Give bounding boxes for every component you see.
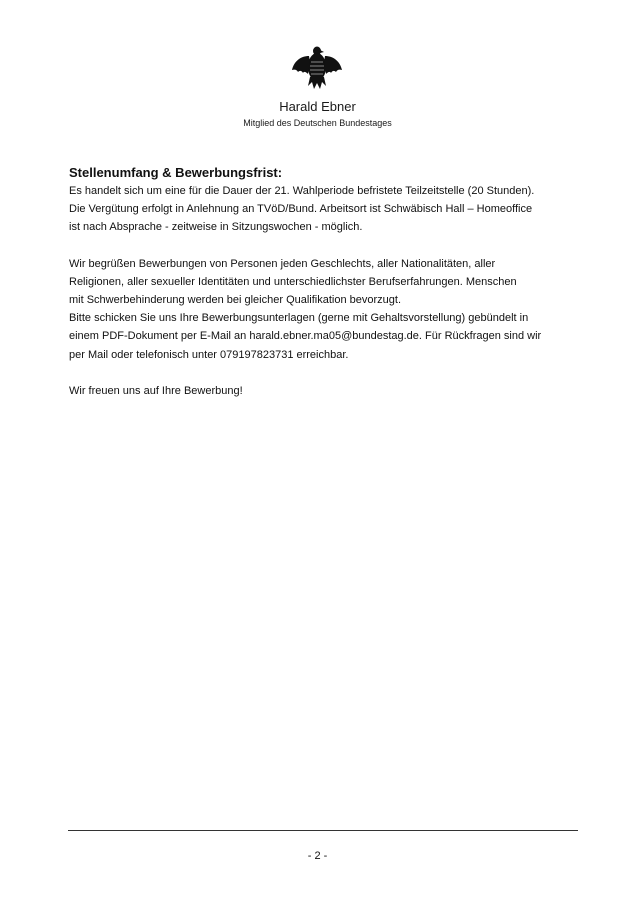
paragraph-line: mit Schwerbehinderung werden bei gleicher Qualifikation bevorzugt. (69, 294, 402, 307)
section-heading: Stellenumfang & Bewerbungsfrist: (69, 165, 283, 180)
paragraph-diversity-application (69, 255, 589, 364)
paragraph-line: Die Vergütung erfolgt in Anlehnung an TVöD/Bund. Arbeitsort ist Schwäbisch Hall – Homeoffice (69, 203, 533, 216)
closing-line: Wir freuen uns auf Ihre Bewerbung! (69, 384, 243, 397)
author-role: Mitglied des Deutschen Bundestages (243, 118, 392, 128)
document-body (69, 164, 589, 400)
paragraph-line: ist nach Absprache - zeitweise in Sitzungswochen - möglich. (69, 221, 363, 234)
paragraph-spacer (69, 237, 589, 255)
bundestag-eagle-icon (291, 44, 343, 90)
paragraph-line: Es handelt sich um eine für die Dauer der 21. Wahlperiode befristete Teilzeitstelle (20 Stunden). (69, 185, 535, 197)
paragraph-line: einem PDF-Dokument per E-Mail an harald.ebner.ma05@bundestag.de. Für Rückfragen sind wir (69, 330, 542, 343)
paragraph-scope (69, 182, 589, 237)
footer-divider (68, 830, 578, 831)
paragraph-spacer (69, 364, 589, 382)
paragraph-line: Bitte schicken Sie uns Ihre Bewerbungsunterlagen (gerne mit Gehaltsvorstellung) gebündelt in (69, 312, 529, 325)
author-name: Harald Ebner (279, 99, 356, 114)
paragraph-line: Religionen, aller sexueller Identitäten und unterschiedlichster Berufserfahrungen. Menschen (69, 275, 517, 288)
paragraph-line: Wir begrüßen Bewerbungen von Personen jeden Geschlechts, aller Nationalitäten, aller (69, 257, 496, 270)
paragraph-line: per Mail oder telefonisch unter 079197823731 erreichbar. (69, 348, 349, 361)
page-number: - 2 - (307, 850, 328, 862)
